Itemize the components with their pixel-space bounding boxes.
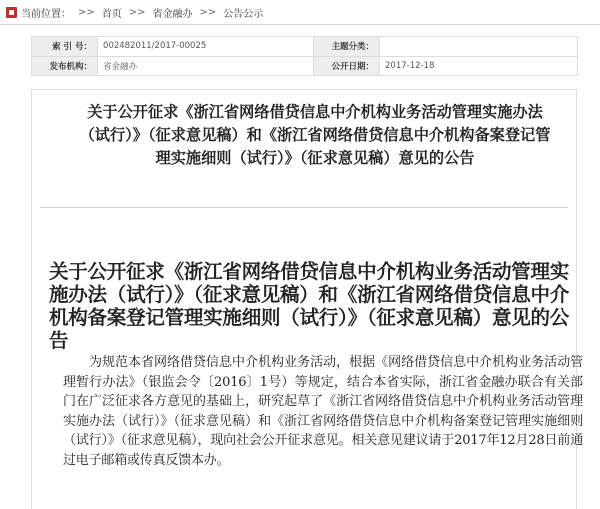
table-row [32, 37, 578, 57]
table-row [32, 56, 578, 76]
metadata-table [31, 36, 578, 76]
breadcrumb-notices-link[interactable]: 公告公示 [223, 8, 264, 20]
category-label: 主题分类： [314, 37, 380, 57]
issuer-value: 省金融办 [98, 56, 314, 76]
publish-date-label: 公开日期： [314, 56, 380, 76]
article-title: 关于公开征求《浙江省网络借贷信息中介机构业务活动管理实施办法（试行）》（征求意见稿）和《浙江省网络借贷信息中介机构备案登记管理实施细则（试行）》（征求意见稿）意见的公告 [79, 103, 551, 167]
publish-date-value: 2017-12-18 [380, 56, 578, 76]
divider [40, 207, 568, 208]
breadcrumb-separator: >> [78, 6, 95, 18]
article-body: 为规范本省网络借贷信息中介机构业务活动，根据《网络借贷信息中介机构业务活动管理暂行办法》（银监会令〔2016〕1号）等规定，结合本省实际，浙江省金融办联合有关部门在广泛征求各方意见的基础上，研究起草了《浙江省网络借贷信息中介机构业务活动管理实施办法（试行）》（征求意见稿）和《浙江省网络借贷信息中介机构备案登记管理实施细则（试行）》（征求意见稿），现向社会公开征求意见。相关意见建议请于2017年12月28日前通过电子邮箱或传真反馈本办。 [63, 355, 583, 468]
breadcrumb-home-link[interactable]: 首页 [101, 8, 122, 20]
breadcrumb-separator: >> [199, 6, 217, 18]
breadcrumb-separator: >> [128, 6, 146, 18]
index-number-label: 索 引 号： [32, 37, 98, 57]
home-icon [6, 7, 17, 18]
breadcrumb-current-label: 当前位置： [21, 8, 71, 20]
document-title: 关于公开征求《浙江省网络借贷信息中介机构业务活动管理实施办法（试行）》（征求意见稿）和《浙江省网络借贷信息中介机构备案登记管理实施细则（试行）》（征求意见稿）意见的公告 [49, 260, 569, 352]
breadcrumb [0, 0, 600, 25]
issuer-label: 发布机构： [32, 56, 98, 76]
index-number-value: 002482011/2017-00025 [98, 37, 314, 57]
breadcrumb-office-link[interactable]: 省金融办 [152, 8, 193, 20]
category-value [380, 37, 578, 57]
